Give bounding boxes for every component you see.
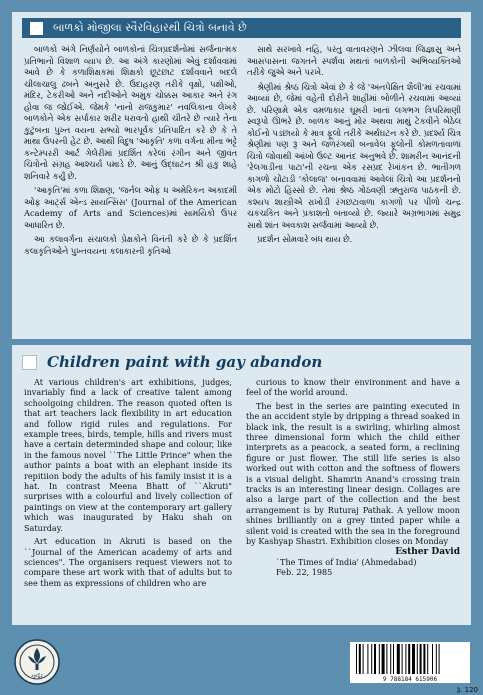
gujarati-paragraph: 'આકૃતિ'માં કળા શિક્ષણ, 'જર્નલ ઓફ ધ અમેરિકન અકાદમી ઓફ આર્ટ્સ એન્ડ સાયન્સિસ' (Journal of the American Academy of Arts and Sciences)માં સામયિકો ઉપર આધારિત છે. [24, 185, 237, 230]
english-title: Children paint with gay abandon [47, 353, 323, 371]
gujarati-paragraph: સાથે સરખાવે નહિ, પરંતુ વાતાવરણને ઝીલવા જિજ્ઞાસુ અને આસપાસના જગતને સ્પર્શવા મથતાં બાળકોની અભિવ્યક્તિઓ તરીકે જુએ અને પરખે. [247, 44, 461, 77]
gujarati-right-column [247, 44, 461, 249]
gujarati-paragraph: પ્રદર્શન સોમવારે બંધ થાય છે. [257, 234, 353, 244]
english-paragraph: Art education in Akruti is based on the ``Journal of the American academy of arts and sciences". The organisers request viewers not to compare these art work with that of adults but to see them as expressions of children who are [24, 536, 232, 588]
source-publication: `The Times of India' (Ahmedabad) [276, 556, 417, 567]
price: રૂ. 120 [456, 686, 478, 694]
square-bullet-icon [22, 355, 37, 370]
gujarati-paragraph: શ્રેણીમાં શ્રેષ્ઠ ચિત્રો એવાં છે કે જે 'અનપેક્ષિત શૈલી'માં રચવામાં આવ્યાં છે, જેમાં વહેતી દોરીને શાહીમાં બોળીને રચવામાં આવ્યાં છે. પરિણામે એક વમળાકાર ઘૂમરી ખાતાં લગભગ ત્રિપરિમાણી સ્વરૂપો ઊભરે છે. બાળક આનું મોર અથવા માથું ટેકવીને બેઠેલ કોઈનો પડછાયો કે માત્ર ફૂલો તરીકે અર્થઘટન કરે છે. પ્રદર્શ્ય ચિત્ર શ્રેણીમાં પણ રૂ અને જળરંગથી બનાવેલ ફૂલોની કોમળતાવાળાં ચિત્રો જોવાથી આંખો ઉલ્ટ આનંદ અનુભવે છે. શામરીન આનંદની 'રેલગાડીના પાટા'ની રચના એક રસપ્રદ રેખાંકન છે. ભાતીગળ કાગળો ચોંટાડી 'કોલાજ' બનાવવામાં આવેલાં ચિત્રો આ પ્રદર્શનનો એક મોટો હિસ્સો છે. તેમાં શ્રેષ્ઠ ગોઠવણી ઋતુરાજ પાઠકની છે. કશ્યપ શાસ્ત્રીએ રાખોડી રંગછટાવાળા કાગળો પર પીળો ચન્દ્ર ચકચકિત અને પ્રકાશતો બતાવ્યો છે. જ્યારે અગ્રભાગમાં સમુદ્ર સાથે શાંત અવકાશ સર્જવામાં આવ્યો છે. [247, 81, 461, 230]
english-right-column [246, 377, 460, 578]
gujarati-heading: બાળકો મોજીલા સ્વૈરવિહારથી ચિત્રો બનાવે છે [53, 21, 247, 34]
english-article-panel [12, 345, 471, 625]
publication-date: Feb. 22, 1985 [276, 567, 333, 578]
author-name: Esther David [395, 546, 460, 557]
english-paragraph: The best in the series are painting executed in the an accident style by dripping a thread soaked in black ink, the result is a swirling, whirling almost three dimensional form which the child either interprets as a peacock, a seated form, a reclining figure or just flower. The still life series is also worked out with cotton and the softness of flowers is a visual delight. Shamrin Anand's crossing train tracks is an interesting linear design. Collages are also a large part of the collection and the best arrangement is by Ruturaj Pathak. A yellow moon shines brilliantly on a grey tinted paper while a silent void is created with the sea in the foreground by Kashyap Shastri. Exhibition closes on Monday [246, 400, 460, 547]
square-bullet-icon [30, 22, 43, 35]
gujarati-heading-bar [22, 18, 461, 38]
barcode [350, 642, 470, 676]
english-paragraph: curious to know their environment and have a feel of the world around. [246, 377, 460, 398]
english-title-row [22, 351, 322, 373]
english-paragraph: At various children's art exhibitions, judges, invariably find a lack of creative talent among schoolgoing children. The reason quoted often is that art teachers lack flexibility in art education and follow rigid rules and regulations. For example trees, birds, temple, hills and rivers must have a certain determinded shape and colour, like in the famous novel ``The Little Prince" when the author paints a boat with an elephant inside its repitiion body the adults of his family insist it is a hat. In contrast Meena Bhatt of ``Akruti" surprises with a colourful and lively collection of paintings on view at the contemporary art gallery which was inaugurated by Haku shah on Saturday. [24, 377, 232, 533]
gujarati-paragraph: બાળકો અંગે નિર્ણયોને બાળકોનાં ચિત્રપ્રદર્શનોમાં સર્જનાત્મક પ્રતિભાનો વિશાળ વ્યાપ છે. આ અંગે કારણોમાં એવું દર્શાવવામાં આવે છે કે કળાશિક્ષકમાં શિક્ષકો છૂટછાટ દર્શાવવાને બદલે ચીલાચાલુ ઢબને અનુસરે છે. ઉદાહરણ તરીકે વૃક્ષો, પક્ષીઓ, મંદિર, ટેકરીઓ અને નદીઓને અમુક ચોક્કસ આકાર અને રંગ હોવા જ જોઈએ. જેમકે 'નાનો રાજકુમાર' નવલિકાના લેખકે બાળકોને એક સર્પાકાર શરીર ધરાવતો હાથી ચીતરે છે ત્યારે તેના કુટુંબના પુખ્ત વયના સભ્યો ભારપૂર્વક પ્રતિપાદિત કરે છે કે તે માથા ઉપરની હેટ છે. આથી વિદુષ 'આકૃતિ' કળા વર્ગના મીના ભટ્ટે કન્ટેમ્પરરી આર્ટ ગેલેરીમાં પ્રદર્શિત કરેલાં રંગીન અને જીવંત ચિત્રોનો સંગ્રહ આશ્ચર્ય પમાડે છે. આનું ઉદ્ઘાટન શ્રી હકુ શાહે શનિવારે કર્યું છે. [24, 44, 237, 181]
english-left-column [24, 377, 232, 591]
logo-text: ગુર્જર [30, 674, 44, 680]
gujarati-paragraph: આ કલાવર્ગના સંચાલકો પ્રેક્ષકોને વિનંતી કરે છે કે પ્રદર્શિત કલાકૃતિઓને પુખ્તવયના કલાકારની કૃતિઓ [24, 234, 237, 256]
gujarati-article-panel [12, 12, 471, 339]
isbn-number: 9 788184 615906 [350, 676, 470, 683]
publisher-logo [14, 639, 60, 685]
gujarati-left-column [24, 44, 237, 260]
